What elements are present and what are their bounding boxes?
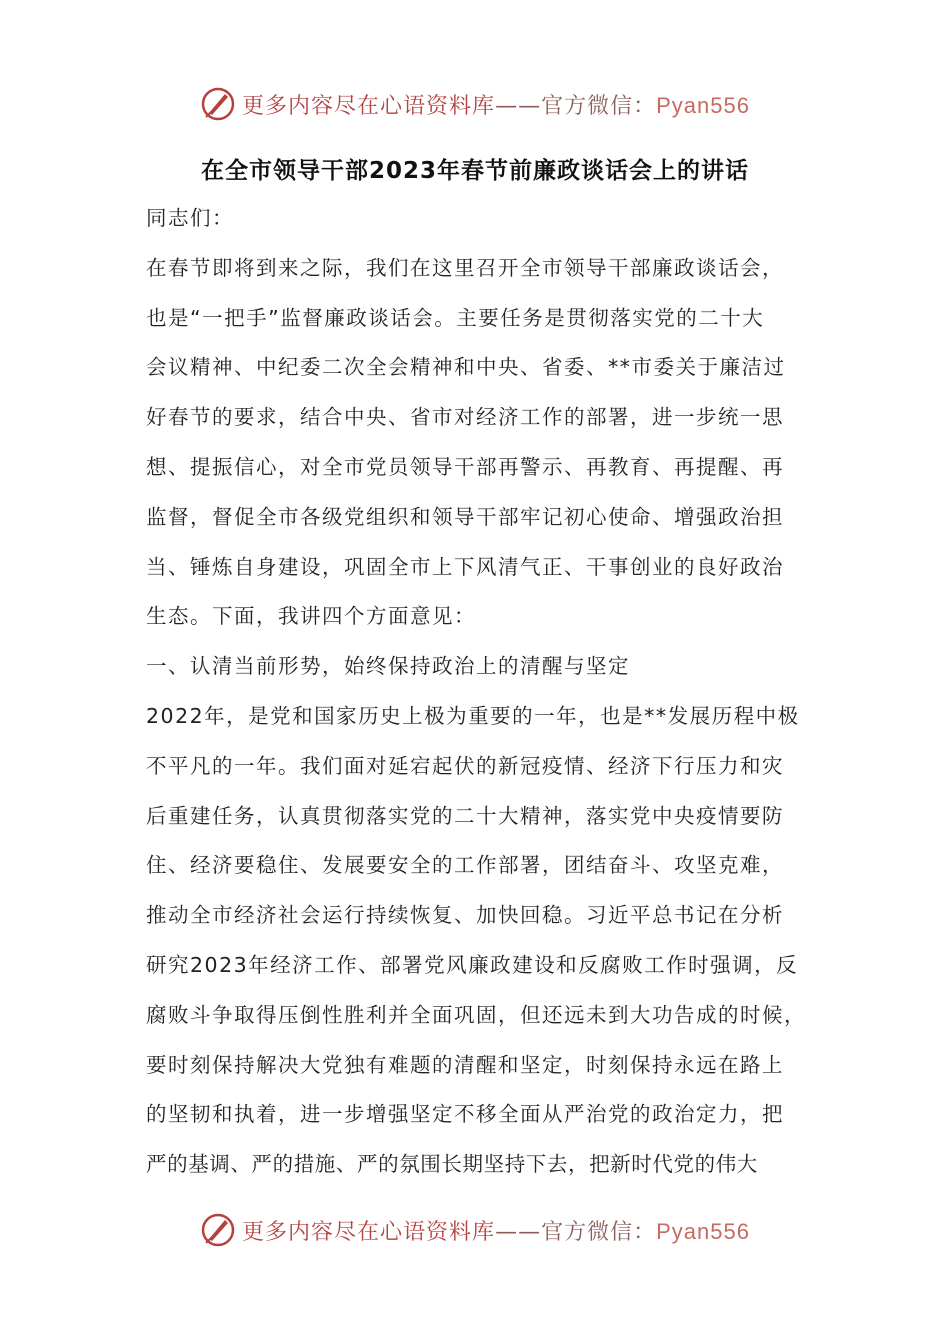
quill-logo-icon [200,86,236,122]
body-line: 同志们： [146,206,234,230]
body-line: 会议精神、中纪委二次全会精神和中央、省委、**市委关于廉洁过 [146,355,786,380]
body-line: 好春节的要求，结合中央、省市对经济工作的部署，进一步统一思 [146,405,784,430]
body-line: 推动全市经济社会运行持续恢复、加快回稳。习近平总书记在分析 [146,903,784,928]
body-line: 严的基调、严的措施、严的氛围长期坚持下去，把新时代党的伟大 [146,1152,758,1177]
watermark-banner-bottom [0,1206,950,1254]
watermark-handle: Pyan556 [656,92,750,118]
watermark-banner-top [0,80,950,128]
body-line: 想、提振信心，对全市党员领导干部再警示、再教育、再提醒、再 [146,454,784,479]
watermark-main: 更多内容尽在心语资料库 [242,1219,496,1245]
body-line: 在春节即将到来之际，我们在这里召开全市领导干部廉政谈话会， [146,255,784,280]
document-body [146,198,814,1194]
body-line: 要时刻保持解决大党独有难题的清醒和坚定，时刻保持永远在路上 [146,1052,784,1077]
body-line: 不平凡的一年。我们面对延宕起伏的新冠疫情、经济下行压力和灾 [146,753,784,778]
body-line: 后重建任务，认真贯彻落实党的二十大精神，落实党中央疫情要防 [146,803,784,828]
body-line: 监督，督促全市各级党组织和领导干部牢记初心使命、增强政治担 [146,504,784,529]
quill-logo-icon [200,1212,236,1248]
body-line: 的坚韧和执着，进一步增强坚定不移全面从严治党的政治定力，把 [146,1102,784,1127]
watermark-handle: Pyan556 [656,1218,750,1244]
body-line: 当、锤炼自身建设，巩固全市上下风清气正、干事创业的良好政治 [146,554,784,579]
body-line: 研究2023年经济工作、部署党风廉政建设和反腐败工作时强调，反 [146,952,799,977]
watermark-label: 官方微信： [541,93,657,119]
body-line: 也是“一把手”监督廉政谈话会。主要任务是贯彻落实党的二十大 [146,305,765,330]
watermark-separator: —— [495,1219,542,1245]
watermark-text [242,1215,750,1246]
body-line: 腐败斗争取得压倒性胜利并全面巩固，但还远未到大功告成的时候， [146,1002,806,1027]
watermark-separator: —— [495,93,542,119]
body-line: 2022年，是党和国家历史上极为重要的一年，也是**发展历程中极 [146,703,800,728]
watermark-main: 更多内容尽在心语资料库 [242,93,496,119]
document-title: 在全市领导干部2023年春节前廉政谈话会上的讲话 [200,158,749,184]
body-line: 生态。下面，我讲四个方面意见： [146,604,476,629]
body-line: 住、经济要稳住、发展要安全的工作部署，团结奋斗、攻坚克难， [146,853,784,878]
watermark-text [242,89,750,120]
section-heading: 一、认清当前形势，始终保持政治上的清醒与坚定 [146,654,630,679]
watermark-label: 官方微信： [541,1219,657,1245]
